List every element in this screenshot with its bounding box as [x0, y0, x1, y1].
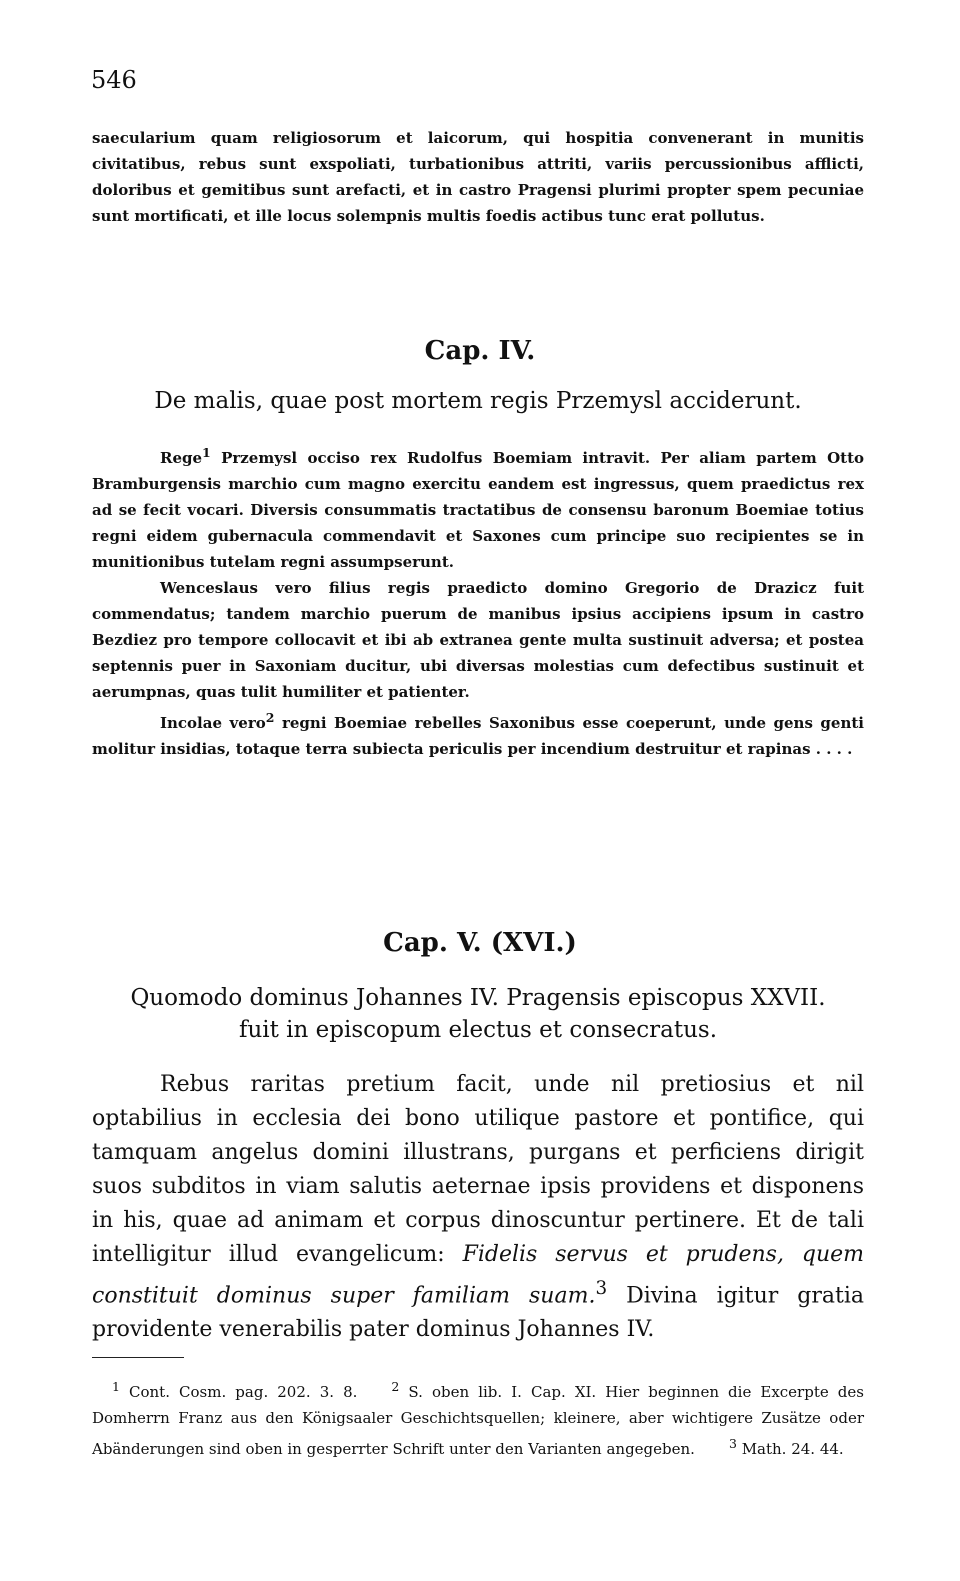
paragraph-text: Divina igitur gratia providente venerabilis pater dominus Johannes IV. — [92, 1283, 864, 1343]
footnote-block — [92, 1374, 864, 1462]
chapter-4-paragraph-3 — [92, 705, 864, 762]
footnote-ref: 1 — [202, 445, 211, 460]
footnotes — [92, 1374, 864, 1462]
chapter-4-heading: De malis, quae post mortem regis Przemysl acciderunt. — [154, 388, 802, 414]
chapter-5-paragraph — [92, 1068, 864, 1347]
footnote-2-text: S. oben lib. I. Cap. XI. Hier beginnen die Excerpte des Domherrn Franz aus den Königsaaler Geschichtsquellen; kleinere, aber wichtigere Zusätze oder Abänderungen sind oben in gesperrter Schrift unter den Varianten angegeben. — [92, 1383, 864, 1458]
chapter-4-paragraph-2: Wenceslaus vero filius regis praedicto domino Gregorio de Drazicz fuit commendatus; tandem marchio puerum de manibus ipsius accipiens ipsum in castro Bezdiez pro tempore collocavit et ibi ab extranea gente multa sustinuit adversa; et postea septennis puer in Saxoniam ducitur, ubi diversas molestias cum defectibus sustinuit et aerumpnas, quas tulit humiliter et patienter. — [92, 579, 864, 701]
footnote-ref: 2 — [265, 710, 275, 725]
intro-text: saecularium quam religiosorum et laicorum, qui hospitia convenerant in munitis civitatibus, rebus sunt exspoliati, turbationibus attriti, variis percussionibus afflicti, doloribus et gemitibus sunt arefacti, et in castro Pragensi plurimi propter spem pecuniae sunt mortificati, et ille locus solempnis multis foedis actibus tunc erat pollutus. — [92, 129, 864, 225]
footnote-ref: 3 — [595, 1278, 608, 1299]
footnote-1-text: Cont. Cosm. pag. 202. 3. 8. — [129, 1383, 358, 1401]
quotation-italic: Fidelis servus et prudens, quem constituit dominus super familiam suam. — [92, 1242, 864, 1309]
footnote-divider — [92, 1357, 184, 1358]
footnote-3-text: Math. 24. 44. — [741, 1440, 844, 1458]
paragraph-text: Rebus raritas pretium facit, unde nil pretiosius et nil optabilius in ecclesia dei bono utilique pastore et pontifice, qui tamquam angelus domini illustrans, purgans et perficiens dirigit suos subditos in viam salutis aeternae ipsis providens et disponens in his, quae ad animam et corpus dinoscuntur pertinere. Et de tali intelligitur illud evangelicum: — [92, 1072, 864, 1267]
paragraph-lead: Rege — [160, 449, 203, 467]
footnote-mark-3: 3 — [728, 1436, 737, 1451]
chapter-5-body — [92, 1068, 864, 1347]
chapter-5-heading — [92, 982, 864, 1046]
chapter-4-paragraph-1 — [92, 440, 864, 575]
page-number: 546 — [91, 66, 137, 94]
paragraph-lead: Incolae vero — [160, 714, 266, 732]
chapter-4-body — [92, 440, 864, 762]
chapter-5-heading-line-1: Quomodo dominus Johannes IV. Pragensis episcopus XXVII. — [130, 985, 826, 1011]
chapter-5-label: Cap. V. (XVI.) — [383, 928, 577, 958]
paragraph-text: regni Boemiae rebelles Saxonibus esse coeperunt, unde gens genti molitur insidias, totaque terra subiecta periculis per incendium destruitur et rapinas . . . . — [92, 714, 864, 758]
chapter-4-label: Cap. IV. — [424, 336, 536, 366]
paragraph-text: Przemysl occiso rex Rudolfus Boemiam intravit. Per aliam partem Otto Bramburgensis marchio cum magno exercitu eandem est ingressus, quem praedictus rex ad se fecit vocari. Diversis consummatis tractatibus de consensu baronum Boemiae totius regni eidem gubernacula commendavit et Saxones cum principe suo recipientes se in munitionibus tutelam regni assumpserunt. — [92, 449, 864, 571]
footnote-mark-1: 1 — [112, 1379, 120, 1394]
intro-paragraph — [92, 125, 864, 229]
footnote-mark-2: 2 — [391, 1379, 400, 1394]
chapter-5-heading-line-2: fuit in episcopum electus et consecratus. — [238, 1017, 718, 1043]
